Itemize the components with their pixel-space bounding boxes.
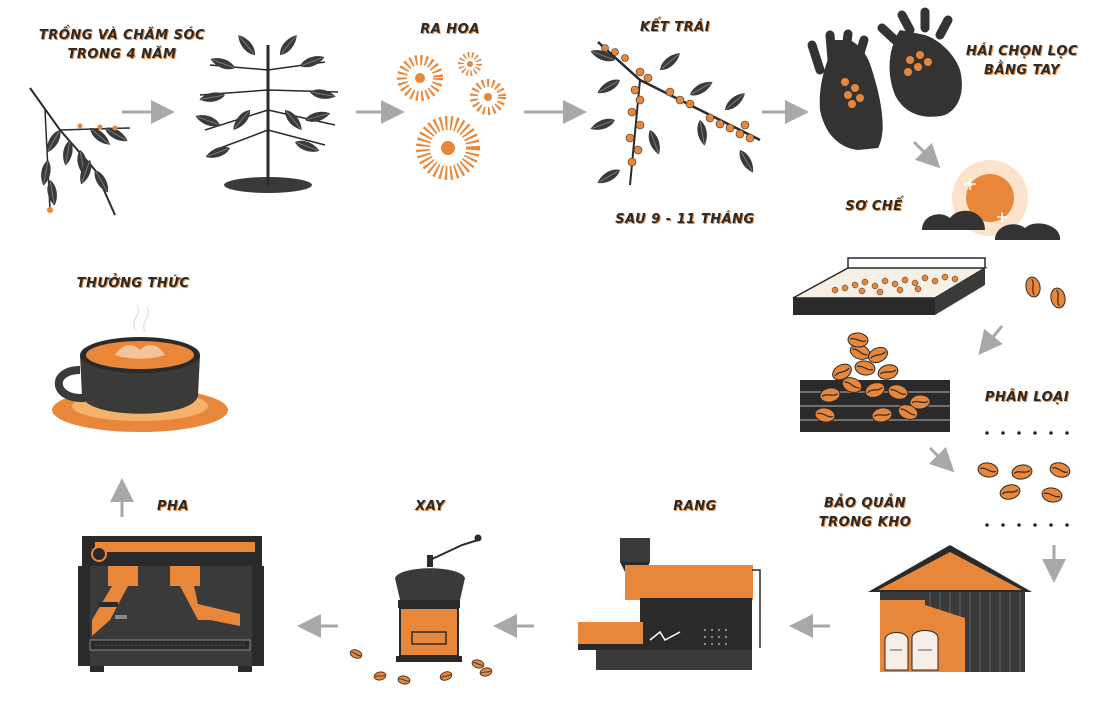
seedling-branch-icon (30, 88, 130, 215)
step-plant-label (22, 26, 222, 64)
warehouse-icon (868, 545, 1032, 672)
step-process-label: SƠ CHẾ (845, 199, 903, 214)
step-harvest-line2: BẰNG TAY (984, 63, 1060, 78)
step-store-label (805, 494, 925, 532)
step-harvest-label (962, 42, 1082, 80)
step-store-line1: BẢO QUẢN (823, 496, 907, 511)
step-sort-label: PHÂN LOẠI (984, 390, 1070, 405)
arrow-process-to-sort (984, 326, 1002, 348)
step-plant-line1: TRỒNG VÀ CHĂM SÓC (38, 28, 206, 43)
espresso-machine-icon (78, 536, 264, 672)
drying-tray-icon (793, 258, 985, 315)
green-coffee-beans-icon (1024, 276, 1066, 309)
sorting-table-icon (800, 332, 950, 432)
dotted-divider-top (985, 431, 1069, 435)
coffee-roaster-icon (578, 538, 760, 670)
step-plant-line2: TRONG 4 NĂM (67, 47, 177, 62)
gloved-hands-icon (812, 12, 962, 150)
arrow-harvest-to-process (914, 142, 934, 162)
coffee-grinder-icon (349, 535, 493, 685)
dotted-divider-bottom (985, 523, 1069, 527)
coffee-cup-icon (52, 305, 228, 432)
step-grind-label: XAY (415, 499, 445, 514)
step-harvest-line1: HÁI CHỌN LỌC (965, 44, 1079, 59)
arrow-sort-to-lower-path (930, 448, 948, 466)
step-fruit-note: SAU 9 - 11 THÁNG (615, 212, 755, 227)
step-flower-label: RA HOA (420, 22, 480, 37)
step-roast-label: RANG (673, 499, 717, 514)
step-enjoy-label: THƯỞNG THỨC (76, 276, 190, 291)
step-brew-label: PHA (157, 499, 189, 514)
flower-icon (402, 55, 502, 173)
coffee-cherry-branch-icon (589, 42, 760, 187)
step-store-line2: TRONG KHO (818, 515, 912, 530)
sorted-beans-icon (977, 461, 1072, 504)
step-fruit-label: KẾT TRÁI (639, 20, 711, 35)
